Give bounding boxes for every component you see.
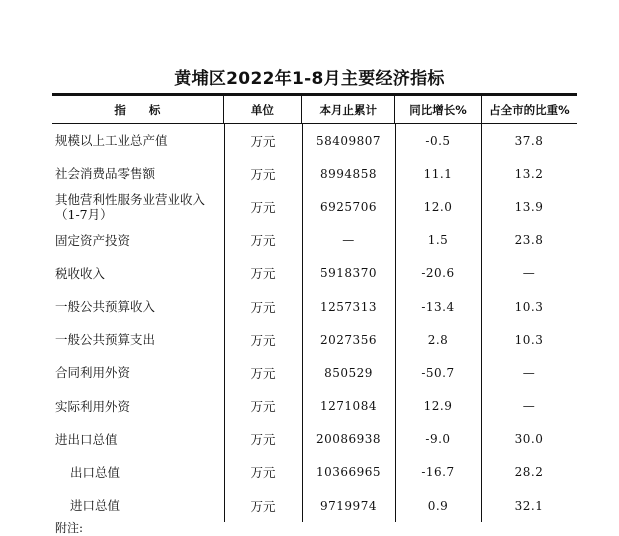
- column-divider: [395, 124, 396, 522]
- row-share: 10.3: [514, 332, 544, 347]
- row-indicator-name: 出口总值: [70, 464, 121, 480]
- row-yoy: -0.5: [425, 133, 451, 148]
- row-cumulative: 1257313: [320, 299, 377, 314]
- row-unit: 万元: [250, 266, 276, 282]
- table-row: [52, 190, 577, 223]
- table-row: [52, 489, 577, 522]
- row-yoy: -20.6: [421, 266, 455, 281]
- footer-note: 附注:: [55, 521, 84, 535]
- table-row: [52, 356, 577, 389]
- table-row: [52, 323, 577, 356]
- row-cumulative: 850529: [324, 365, 373, 380]
- row-unit: 万元: [250, 299, 276, 315]
- row-indicator-name: 规模以上工业总产值: [55, 133, 168, 149]
- row-yoy: 12.0: [423, 199, 453, 214]
- table-row: [52, 124, 577, 157]
- table-row: [52, 157, 577, 190]
- row-indicator-name: 进口总值: [70, 498, 121, 514]
- row-indicator-name: 一般公共预算收入: [55, 299, 156, 315]
- row-indicator-name: 社会消费品零售额: [55, 166, 156, 182]
- table-row: [52, 290, 577, 323]
- row-yoy: 1.5: [427, 233, 449, 248]
- row-unit: 万元: [250, 133, 276, 149]
- row-unit: 万元: [250, 199, 276, 215]
- row-share: 13.9: [514, 199, 544, 214]
- indicator-table: [52, 93, 577, 522]
- table-row: [52, 390, 577, 423]
- row-yoy: -13.4: [421, 299, 455, 314]
- page-title: 黄埔区2022年1-8月主要经济指标: [174, 69, 445, 89]
- table-row: [52, 257, 577, 290]
- table-body: [52, 124, 577, 522]
- row-yoy: 2.8: [427, 332, 449, 347]
- row-cumulative: —: [342, 233, 355, 248]
- row-cumulative: 6925706: [320, 199, 377, 214]
- row-cumulative: 1271084: [320, 399, 377, 414]
- row-cumulative: 9719974: [320, 498, 377, 513]
- row-unit: 万元: [250, 365, 276, 381]
- row-unit: 万元: [250, 498, 276, 514]
- row-indicator-name: 税收收入: [55, 265, 106, 281]
- row-yoy: -16.7: [421, 465, 455, 480]
- row-cumulative: 10366965: [315, 465, 382, 480]
- row-share: —: [522, 266, 536, 281]
- header-indicator: 指 标: [114, 102, 161, 117]
- row-indicator-name: 合同利用外资: [55, 365, 131, 381]
- row-indicator-name: 进出口总值: [55, 431, 118, 447]
- row-cumulative: 2027356: [320, 332, 377, 347]
- row-indicator-name: 一般公共预算支出: [55, 332, 156, 348]
- row-share: 32.1: [514, 498, 544, 513]
- row-indicator-name: 实际利用外资: [55, 398, 131, 414]
- table-row: [52, 423, 577, 456]
- row-unit: 万元: [250, 233, 276, 249]
- row-share: 37.8: [514, 133, 544, 148]
- header-yoy: 同比增长%: [394, 96, 480, 123]
- row-share: 10.3: [514, 299, 544, 314]
- row-yoy: -50.7: [421, 365, 455, 380]
- row-share: —: [522, 399, 536, 414]
- row-yoy: -9.0: [425, 432, 451, 447]
- row-cumulative: 58409807: [315, 133, 382, 148]
- table-row: [52, 456, 577, 489]
- row-cumulative: 5918370: [320, 266, 377, 281]
- row-share: 23.8: [514, 233, 544, 248]
- header-unit: 单位: [223, 96, 301, 123]
- row-unit: 万元: [250, 166, 276, 182]
- row-yoy: 12.9: [423, 399, 453, 414]
- row-share: —: [522, 365, 536, 380]
- column-divider: [224, 124, 225, 522]
- row-cumulative: 8994858: [320, 166, 377, 181]
- table-row: [52, 224, 577, 257]
- row-unit: 万元: [250, 332, 276, 348]
- row-yoy: 11.1: [423, 166, 453, 181]
- row-unit: 万元: [250, 465, 276, 481]
- table-header: [52, 96, 577, 124]
- column-divider: [481, 124, 482, 522]
- row-yoy: 0.9: [427, 498, 449, 513]
- row-unit: 万元: [250, 432, 276, 448]
- row-share: 28.2: [514, 465, 544, 480]
- row-share: 13.2: [514, 166, 544, 181]
- row-share: 30.0: [514, 432, 544, 447]
- header-share: 占全市的比重%: [481, 96, 577, 123]
- row-indicator-name: 固定资产投资: [55, 232, 131, 248]
- header-cumulative: 本月止累计: [301, 96, 394, 123]
- row-cumulative: 20086938: [315, 432, 382, 447]
- column-divider: [302, 124, 303, 522]
- row-indicator-name: 其他营利性服务业营业收入 （1-7月）: [55, 191, 206, 222]
- row-unit: 万元: [250, 399, 276, 415]
